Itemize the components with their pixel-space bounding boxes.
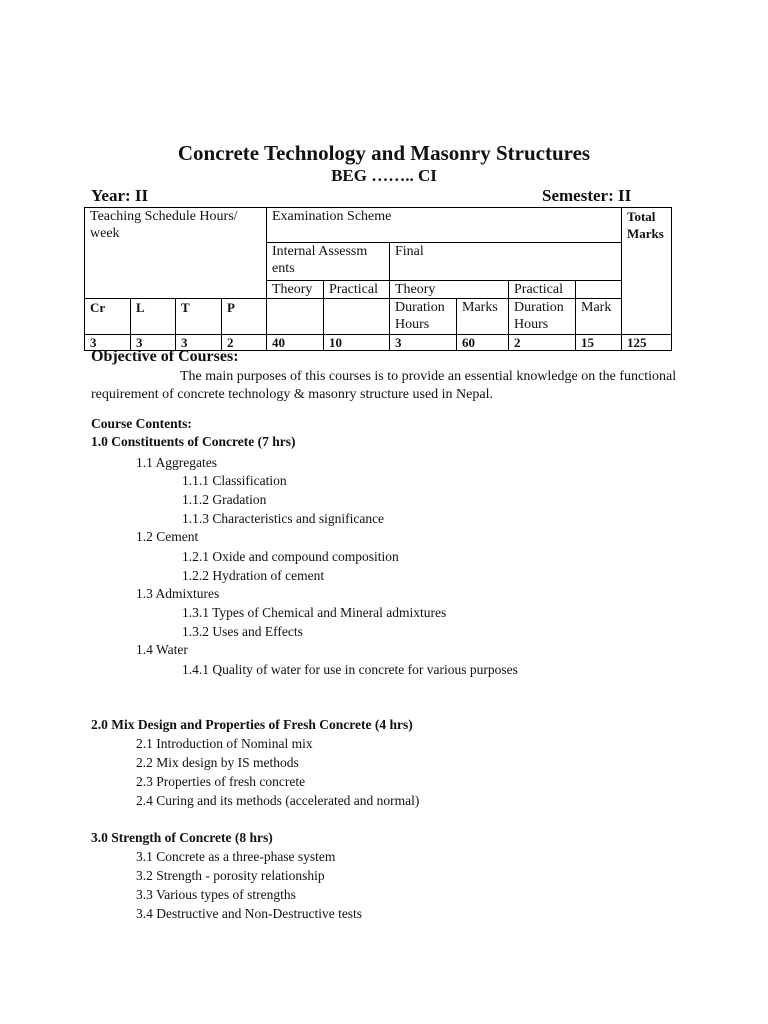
total-marks-spacer-2 (622, 280, 672, 298)
year-label: Year: II (91, 186, 149, 205)
internal-practical-spacer (324, 298, 390, 334)
list-item: 2.3 Properties of fresh concrete (136, 774, 306, 789)
semester-label: Semester: II (542, 186, 632, 205)
list-item: 1.2.1 Oxide and compound composition (182, 549, 399, 564)
list-item: 3.3 Various types of strengths (136, 887, 296, 902)
value-practical-duration: 2 (509, 334, 576, 350)
objective-text: The main purposes of this courses is to provide an essential knowledge on the functional requirement of concrete technology & masonry structure used in Nepal. (91, 369, 677, 402)
list-item: 1.1.2 Gradation (182, 492, 267, 507)
value-internal-theory: 40 (267, 334, 324, 350)
teaching-schedule-header: Teaching Schedule Hours/ week (85, 208, 267, 299)
objective-heading: Objective of Courses: (91, 348, 239, 365)
value-t: 3 (176, 334, 222, 350)
objective-paragraph (91, 368, 681, 404)
value-theory-marks: 60 (457, 334, 509, 350)
p-header: P (222, 298, 267, 334)
document-title: Concrete Technology and Masonry Structures (177, 141, 591, 165)
t-header: T (176, 298, 222, 334)
section-2-heading: 2.0 Mix Design and Properties of Fresh Concrete (4 hrs) (91, 717, 413, 732)
final-practical-spacer (576, 280, 622, 298)
internal-theory-spacer (267, 298, 324, 334)
cr-header: Cr (85, 298, 131, 334)
list-item: 3.2 Strength - porosity relationship (136, 868, 325, 883)
value-theory-duration: 3 (390, 334, 457, 350)
internal-assessment-header: Internal Assessm ents (267, 242, 390, 280)
total-marks-spacer (622, 242, 672, 280)
list-item: 1.1 Aggregates (136, 455, 217, 470)
course-code: BEG …….. CI (331, 166, 437, 185)
value-practical-mark: 15 (576, 334, 622, 350)
list-item: 1.1.3 Characteristics and significance (182, 511, 385, 526)
theory-marks-header: Marks (457, 298, 509, 334)
list-item: 2.4 Curing and its methods (accelerated and normal) (136, 793, 420, 808)
list-item: 1.4.1 Quality of water for use in concrete for various purposes (182, 662, 518, 677)
l-header: L (131, 298, 176, 334)
schedule-table (84, 207, 672, 351)
list-item: 3.4 Destructive and Non-Destructive tests (136, 906, 363, 921)
value-total-marks: 125 (622, 334, 672, 350)
internal-theory-header: Theory (267, 280, 324, 298)
internal-practical-header: Practical (324, 280, 390, 298)
list-item: 2.1 Introduction of Nominal mix (136, 736, 313, 751)
final-practical-header: Practical (509, 280, 576, 298)
final-theory-spacer (457, 280, 509, 298)
list-item: 1.1.1 Classification (182, 473, 287, 488)
list-item: 1.2.2 Hydration of cement (182, 568, 325, 583)
total-marks-header: Total Marks (622, 208, 672, 243)
list-item: 2.2 Mix design by IS methods (136, 755, 299, 770)
list-item: 1.4 Water (136, 642, 188, 657)
list-item: 1.2 Cement (136, 529, 199, 544)
theory-duration-header: Duration Hours (390, 298, 457, 334)
final-theory-header: Theory (390, 280, 457, 298)
section-1-heading: 1.0 Constituents of Concrete (7 hrs) (91, 434, 296, 449)
list-item: 1.3 Admixtures (136, 586, 220, 601)
value-internal-practical: 10 (324, 334, 390, 350)
list-item: 3.1 Concrete as a three-phase system (136, 849, 336, 864)
value-cr: 3 (85, 334, 131, 350)
list-item: 1.3.2 Uses and Effects (182, 624, 303, 639)
practical-duration-header: Duration Hours (509, 298, 576, 334)
value-l: 3 (131, 334, 176, 350)
course-contents-heading: Course Contents: (91, 416, 192, 431)
section-3-heading: 3.0 Strength of Concrete (8 hrs) (91, 830, 273, 845)
practical-mark-header: Mark (576, 298, 622, 334)
examination-scheme-header: Examination Scheme (267, 208, 622, 243)
final-header: Final (390, 242, 622, 280)
total-marks-spacer-3 (622, 298, 672, 334)
list-item: 1.3.1 Types of Chemical and Mineral admixtures (182, 605, 447, 620)
value-p: 2 (222, 334, 267, 350)
